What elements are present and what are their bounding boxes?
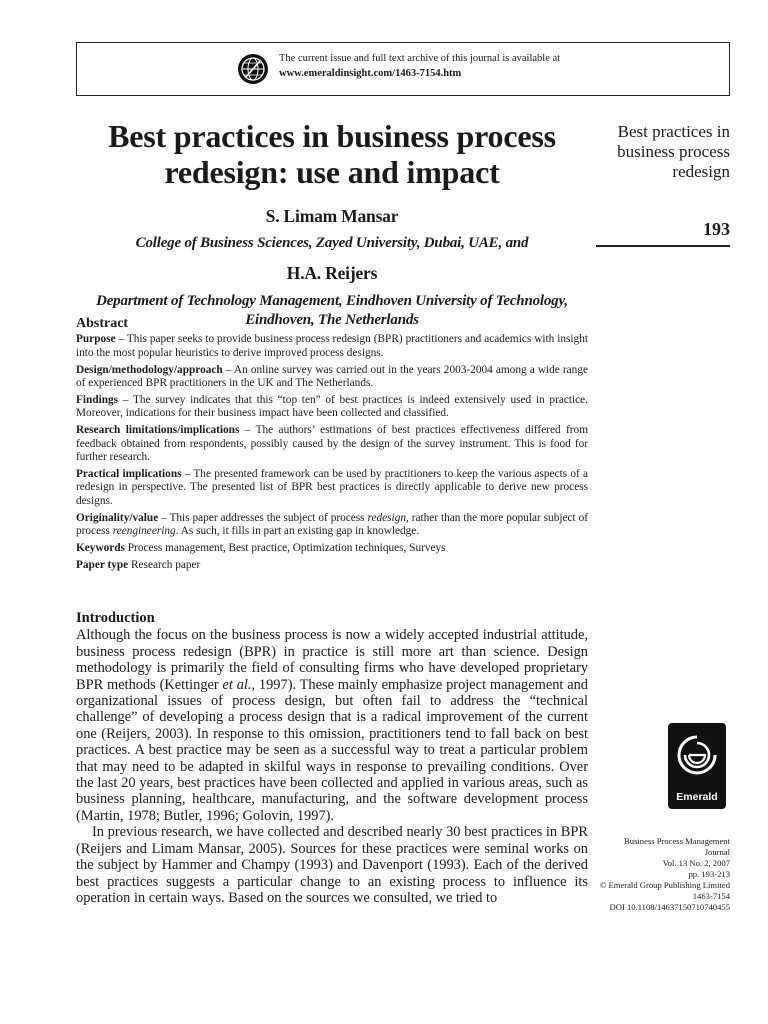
title-line-1: Best practices in business process (108, 118, 556, 154)
affiliation-2-line-2: Eindhoven, The Netherlands (245, 312, 419, 328)
author-1: S. Limam Mansar (265, 206, 399, 226)
running-head-line: business process (617, 142, 730, 161)
introduction-section (76, 610, 588, 906)
running-head (592, 122, 730, 182)
purpose-label: Purpose (76, 333, 116, 346)
journal-issn: 1463-7154 (692, 891, 730, 901)
abstract-purpose (76, 333, 588, 360)
design-label: Design/methodology/approach (76, 363, 223, 376)
intro-emphasis: et al. (222, 676, 252, 693)
affiliation-1: College of Business Sciences, Zayed University, Dubai, UAE, and (135, 235, 529, 251)
findings-label: Findings (76, 394, 119, 407)
introduction-heading: Introduction (76, 610, 155, 626)
running-head-line: redesign (672, 162, 730, 181)
originality-text: . As such, it fills in part an existing gap in knowledge. (175, 525, 420, 538)
keywords-text: Process management, Best practice, Optimization techniques, Surveys (124, 542, 446, 555)
abstract-originality (76, 512, 588, 539)
journal-volume: Vol. 13 No. 2, 2007 (662, 858, 730, 868)
abstract-findings (76, 394, 588, 421)
paper-type-label: Paper type (76, 559, 129, 571)
globe-icon (237, 53, 269, 85)
intro-paragraph-1 (76, 627, 588, 824)
limitations-label: Research limitations/implications (76, 424, 240, 437)
intro-text: , 1997). These mainly emphasize project management and organizational issues of process design, but often fail to address the “technical challenge” of developing a process design that is a radical improvement of the current one (Reijers, 2003). In response to this omission, practitioners tend to fall back on best practices. A best practice may be seen as a successful way to treat a particular problem that may need to be adapted in skilful ways in response to prevailing conditions. Over the last 20 years, best practices have been collected and applied in various areas, such as business planning, healthcare, manufacturing, and the software development process (Martin, 1978; Butler, 1996; Golovin, 1997). (76, 676, 588, 824)
originality-label: Originality/value (76, 511, 159, 524)
originality-emphasis: redesign (367, 511, 406, 524)
title-line-2: redesign: use and impact (164, 154, 500, 190)
paper-type-text: Research paper (128, 559, 201, 571)
page-number: 193 (703, 219, 730, 239)
running-head-line: Best practices in (617, 122, 730, 141)
abstract-practical (76, 468, 588, 508)
author-2: H.A. Reijers (286, 263, 378, 283)
article-header (74, 118, 590, 330)
limitations-text: – The authors’ estimations of best practices effectiveness differed from feedback obtained from respondents, possibly caused by the design of the survey instrument. This is food for further research. (76, 424, 588, 464)
abstract-keywords (76, 542, 588, 555)
findings-text: – The survey indicates that this “top ten” of best practices is indeed extensively used in practice. Moreover, indications for their business impact have been collected and classified. (76, 394, 588, 420)
originality-text: – This paper addresses the subject of process (158, 511, 368, 524)
journal-copyright: © Emerald Group Publishing Limited (599, 880, 730, 890)
originality-text: , rather than the more popular subject of process (76, 511, 588, 538)
abstract-paper-type (76, 559, 588, 572)
intro-text: Although the focus on the business process is now a widely accepted industrial attitude, business process redesign (BPR) in practice is still more art than science. Design methodology is primarily the field of consulting firms who have developed proprietary BPR methods (Kettinger (76, 627, 588, 693)
journal-doi: DOI 10.1108/14637150710740455 (609, 902, 730, 912)
journal-pages: pp. 193-213 (688, 869, 730, 879)
abstract-design (76, 364, 588, 391)
journal-notice-box (76, 42, 730, 96)
originality-emphasis: reengineering (112, 525, 176, 538)
article-title (74, 118, 590, 190)
journal-name: Business Process Management (624, 836, 730, 846)
abstract-limitations (76, 424, 588, 464)
keywords-label: Keywords (76, 542, 125, 555)
affiliation-2-line-1: Department of Technology Management, Eindhoven University of Technology, (96, 293, 568, 309)
intro-paragraph-2: In previous research, we have collected and described nearly 30 best practices in BPR (Reijers and Limam Mansar, 2005). Sources for these practices were seminal works on the subject by Hammer and Champy (1993) and Davenport (1993). Each of the derived best practices suggests a particular change to an existing process to influence its operation in certain ways. Based on the sources we consulted, we tried to (76, 824, 588, 906)
margin-divider (596, 245, 730, 247)
abstract-section (76, 317, 588, 576)
purpose-text: – This paper seeks to provide business process redesign (BPR) practitioners and academics with insight into the most popular heuristics to derive improved process designs. (76, 333, 588, 359)
emerald-logo (668, 723, 726, 809)
emerald-spiral-icon (675, 731, 719, 783)
journal-name-cont: Journal (704, 847, 730, 857)
practical-text: – The presented framework can be used by practitioners to keep the various aspects of a redesign in perspective. The presented list of BPR best practices is directly applicable to derive new process designs. (76, 468, 588, 507)
practical-label: Practical implications (76, 468, 182, 481)
abstract-heading: Abstract (76, 316, 129, 331)
emerald-wordmark: Emerald (676, 791, 718, 803)
design-text: – An online survey was carried out in the years 2003-2004 among a wide range of experienced BPR practitioners in the UK and The Netherlands. (76, 363, 588, 390)
notice-text: The current issue and full text archive of this journal is available at (279, 53, 561, 64)
journal-url-link[interactable]: www.emeraldinsight.com/1463-7154.htm (279, 68, 462, 79)
journal-info (590, 836, 730, 913)
